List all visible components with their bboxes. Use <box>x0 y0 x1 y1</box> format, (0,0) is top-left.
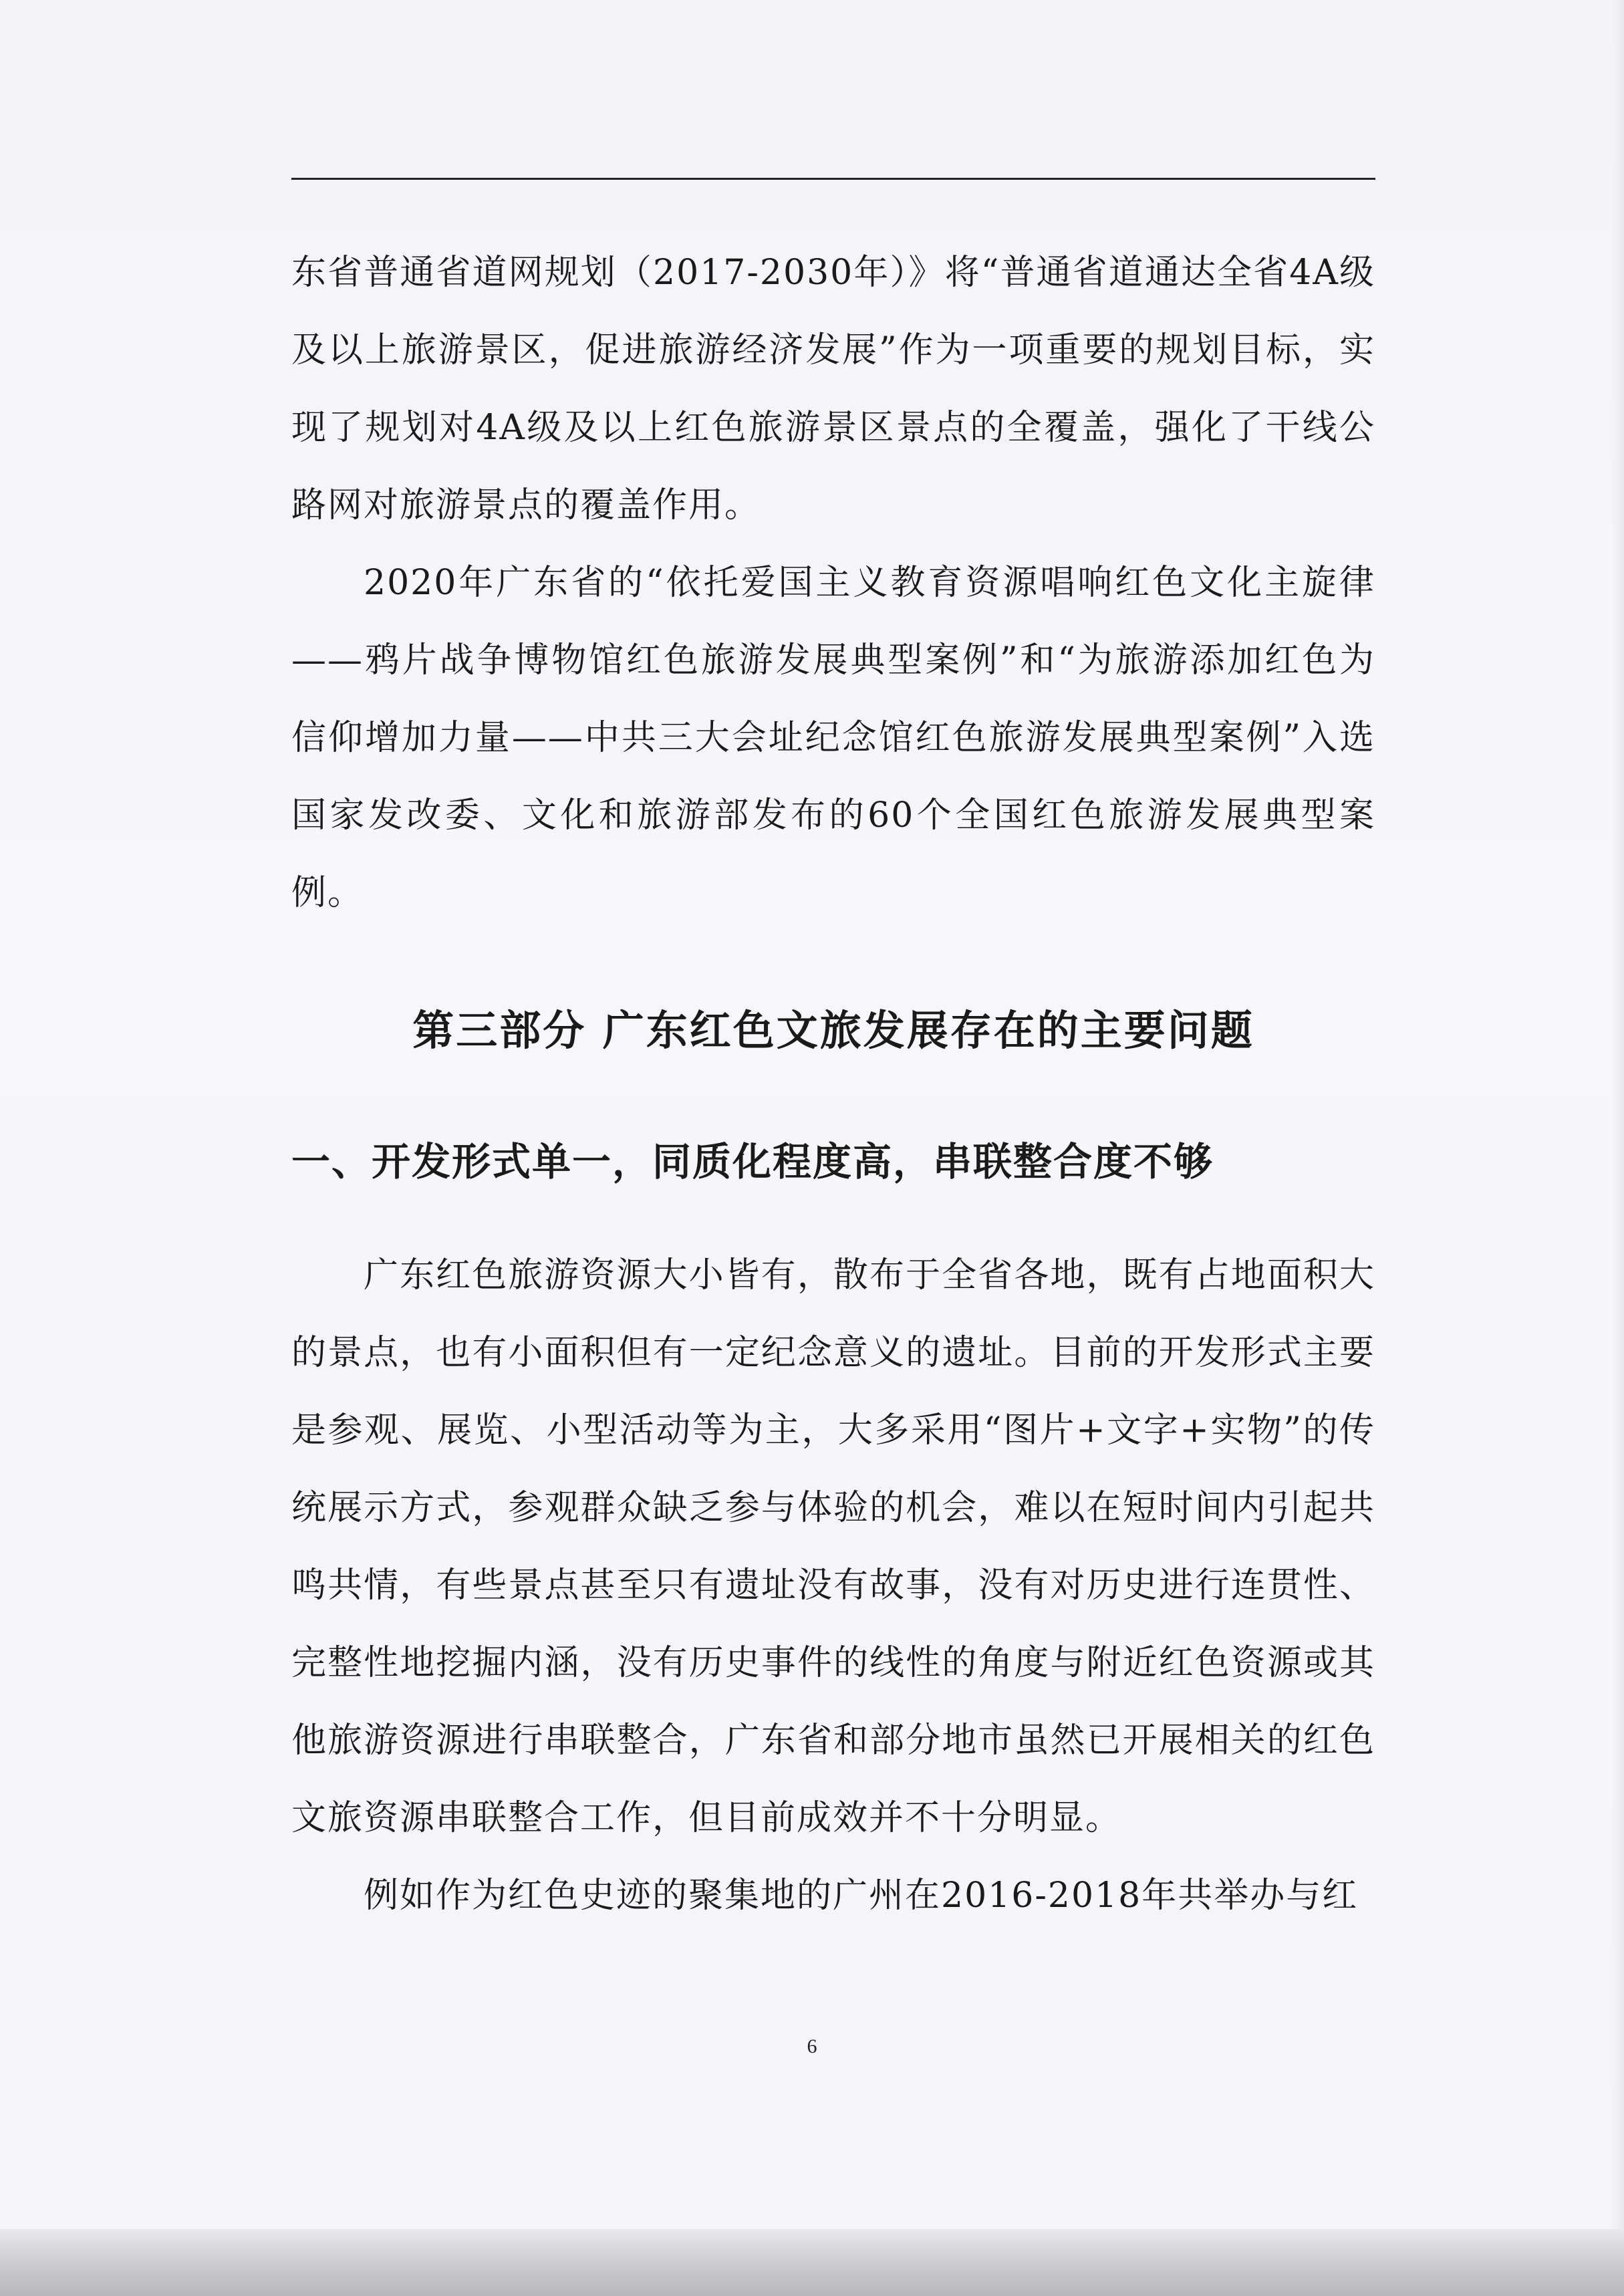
page-number: 6 <box>807 2035 817 2057</box>
paragraph-development-forms: 广东红色旅游资源大小皆有，散布于全省各地，既有占地面积大的景点，也有小面积但有一定纪念意义的遗址。目前的开发形式主要是参观、展览、小型活动等为主，大多采用“图片+文字+实物”的传统展示方式，参观群众缺乏参与体验的机会，难以在短时间内引起共鸣共情，有些景点甚至只有遗址没有故事，没有对历史进行连贯性、完整性地挖掘内涵，没有历史事件的线性的角度与附近红色资源或其他旅游资源进行串联整合，广东省和部分地市虽然已开展相关的红色文旅资源串联整合工作，但目前成效并不十分明显。 <box>291 1255 1375 1838</box>
scan-edge-bottom <box>0 2229 1624 2296</box>
bottom-text-block <box>291 1237 1375 1934</box>
top-text-block <box>291 234 1375 932</box>
scan-edge-right <box>1612 0 1624 2229</box>
paragraph-guangzhou-example: 例如作为红色史迹的聚集地的广州在2016-2018年共举办与红 <box>364 1876 1359 1916</box>
header-rule <box>291 178 1375 180</box>
subsection-title: 一、开发形式单一，同质化程度高，串联整合度不够 <box>291 1139 1214 1184</box>
paragraph-continuation: 东省普通省道网规划（2017-2030年）》将“普通省道通达全省4A级及以上旅游景区，促进旅游经济发展”作为一项重要的规划目标，实现了规划对4A级及以上红色旅游景区景点的全覆盖，强化了干线公路网对旅游景点的覆盖作用。 <box>291 253 1375 525</box>
section-title: 第三部分 广东红色文旅发展存在的主要问题 <box>412 1006 1254 1055</box>
paragraph-typical-cases: 2020年广东省的“依托爱国主义教育资源唱响红色文化主旋律——鸦片战争博物馆红色旅游发展典型案例”和“为旅游添加红色为信仰增加力量——中共三大会址纪念馆红色旅游发展典型案例”入选国家发改委、文化和旅游部发布的60个全国红色旅游发展典型案例。 <box>291 563 1375 913</box>
